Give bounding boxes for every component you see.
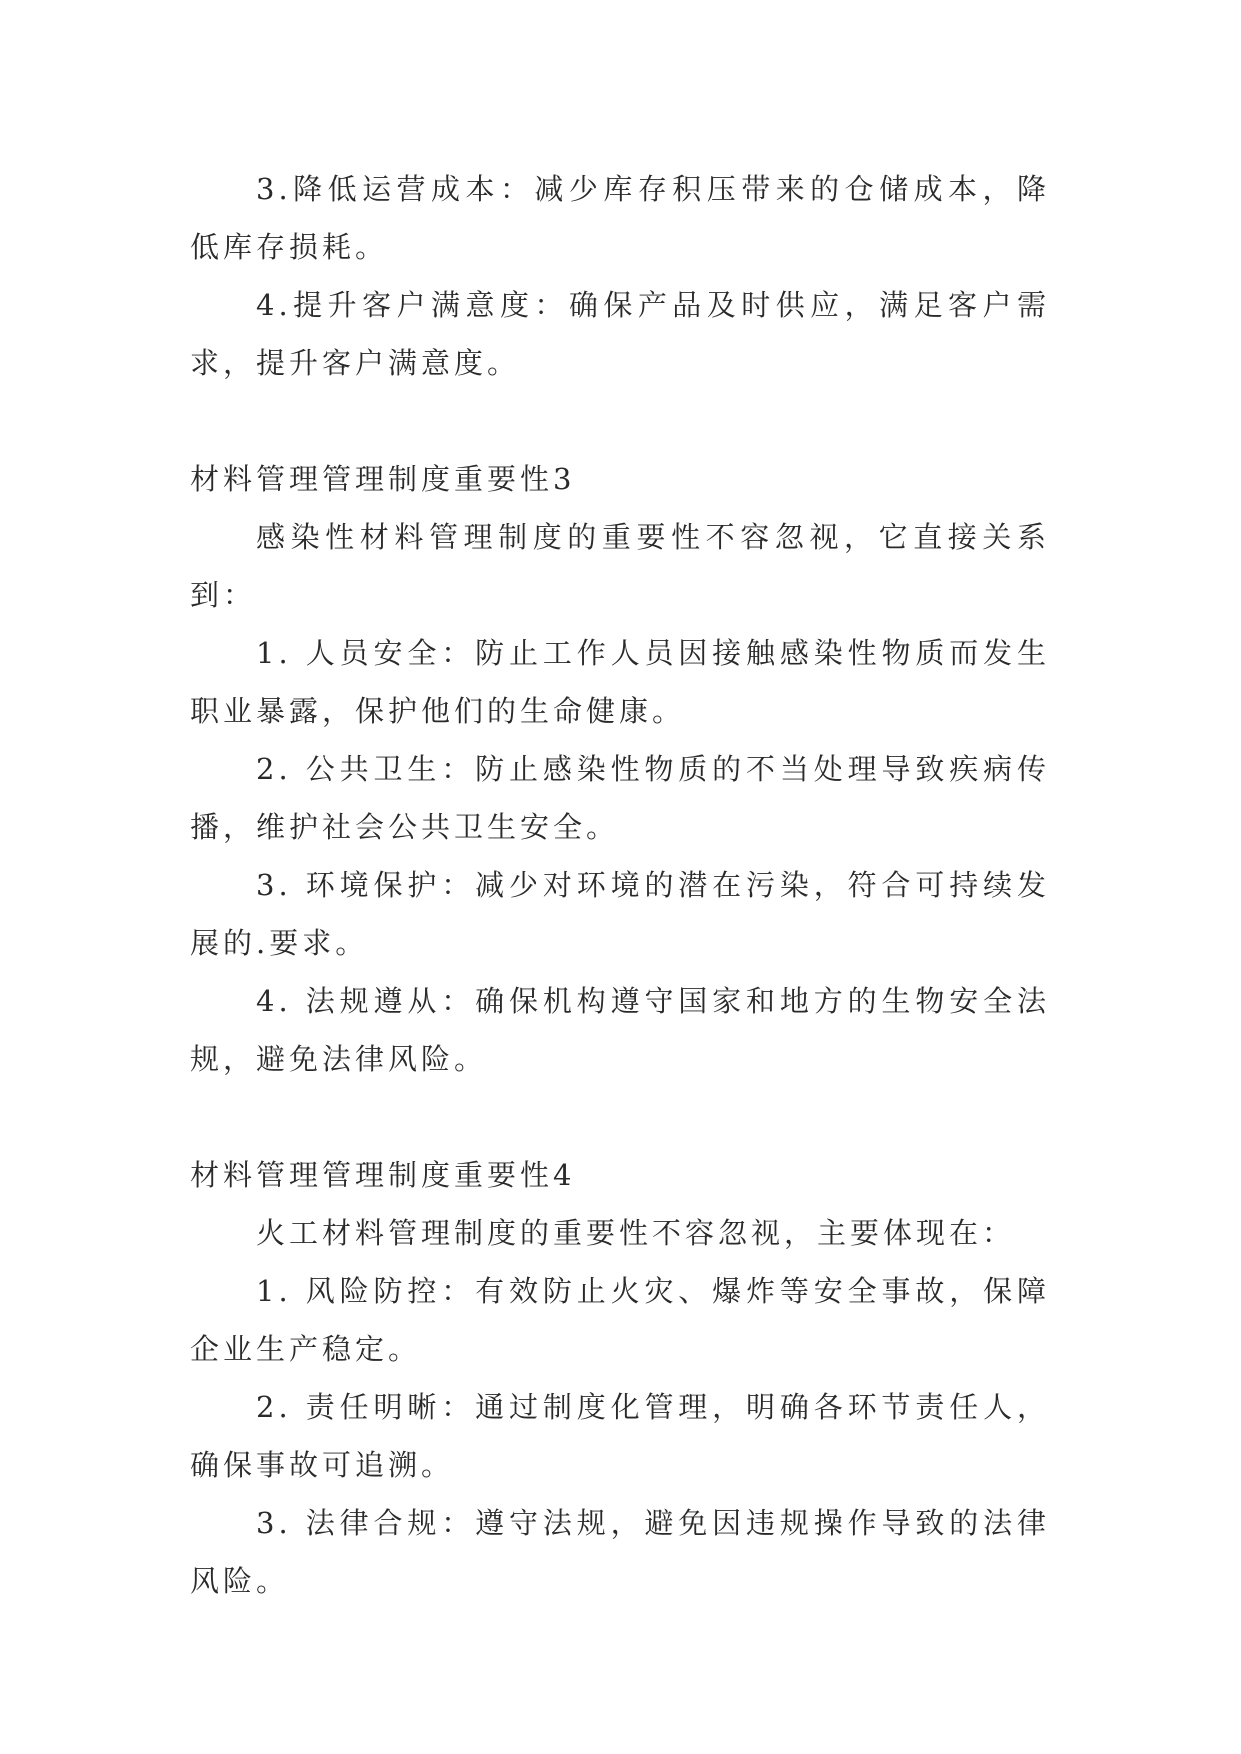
section4-item-responsibility: 2. 责任明晰：通过制度化管理，明确各环节责任人，确保事故可追溯。 [190, 1390, 1050, 1482]
section3-item-personnel-safety: 1. 人员安全：防止工作人员因接触感染性物质而发生职业暴露，保护他们的生命健康。 [190, 636, 1050, 728]
section-heading-4: 材料管理管理制度重要性4 [190, 1158, 576, 1192]
section3-item-compliance: 4. 法规遵从：确保机构遵守国家和地方的生物安全法规，避免法律风险。 [190, 984, 1050, 1076]
paragraph-customer-satisfaction: 4.提升客户满意度：确保产品及时供应，满足客户需求，提升客户满意度。 [190, 288, 1050, 380]
section3-item-environment: 3. 环境保护：减少对环境的潜在污染，符合可持续发展的.要求。 [190, 868, 1050, 960]
section-heading-3: 材料管理管理制度重要性3 [190, 462, 576, 496]
section4-item-legal: 3. 法律合规：遵守法规，避免因违规操作导致的法律风险。 [190, 1506, 1050, 1598]
paragraph-reduce-cost: 3.降低运营成本：减少库存积压带来的仓储成本，降低库存损耗。 [190, 172, 1050, 264]
section4-item-risk-control: 1. 风险防控：有效防止火灾、爆炸等安全事故，保障企业生产稳定。 [190, 1274, 1050, 1366]
section3-item-public-health: 2. 公共卫生：防止感染性物质的不当处理导致疾病传播，维护社会公共卫生安全。 [190, 752, 1050, 844]
document-body [190, 160, 1050, 1610]
section4-intro: 火工材料管理制度的重要性不容忽视，主要体现在： [256, 1216, 1016, 1250]
section3-intro: 感染性材料管理制度的重要性不容忽视，它直接关系到： [190, 520, 1050, 612]
